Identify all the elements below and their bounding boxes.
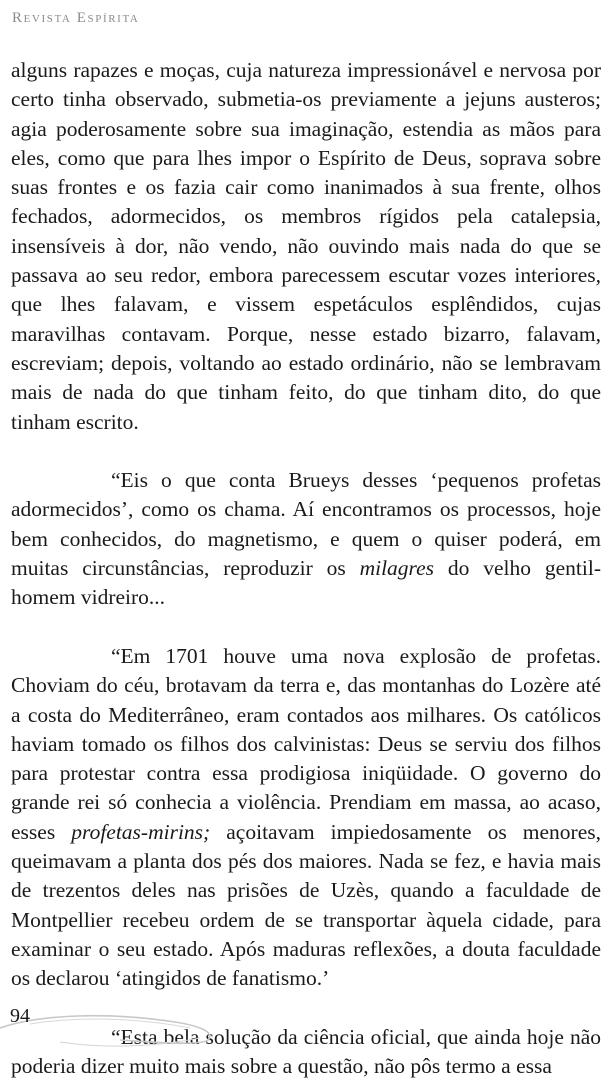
running-head: Revista Espírita xyxy=(12,10,140,26)
page-body xyxy=(11,56,601,1081)
footer-swoosh-ornament xyxy=(0,1002,230,1066)
paragraph-3-text-a: “Em 1701 houve uma nova explosão de profetas. Choviam do céu, brotavam da terra e, das montanhas do Lozère até a costa do Mediterrâneo, eram contados aos milhares. Os católicos haviam tomado os filhos dos calvinistas: Deus se serviu dos filhos para protestar contra essa prodigiosa iniqüidade. O governo do grande rei só conhecia a violência. Prendiam em massa, ao acaso, esses xyxy=(11,643,601,844)
paragraph-2-italic: milagres xyxy=(359,556,435,581)
page-number: 94 xyxy=(10,1005,30,1027)
paragraph-2-text-a: “Eis o que conta Brueys desses ‘pequenos profetas adormecidos’, como os chama. Aí encontramos os processos, hoje bem conhecidos, do magnetismo, e quem o quiser poderá, em muitas circunstâncias, reproduzir os xyxy=(11,468,601,581)
paragraph-1 xyxy=(11,56,601,437)
paragraph-3-italic: profetas-mirins; xyxy=(71,819,211,844)
paragraph-3 xyxy=(11,642,601,994)
paragraph-2-text-b: do velho gentil-homem vidreiro... xyxy=(11,556,601,610)
paragraph-2 xyxy=(11,466,601,612)
paragraph-4-text: “Esta bela solução da ciência oficial, que ainda hoje não poderia dizer muito mais sobre a questão, não pôs termo a essa xyxy=(11,1024,601,1079)
paragraph-3-text-b: açoitavam impiedosamente os menores, queimavam a planta dos pés dos maiores. Nada se fez, e havia mais de trezentos deles nas prisões de Uzès, quando a faculdade de Montpellier recebeu ordem de se transportar àquela cidade, para examinar o seu estado. Após maduras reflexões, a douta faculdade os declarou ‘atingidos de fanatismo.’ xyxy=(11,819,602,991)
paragraph-1-text: alguns rapazes e moças, cuja natureza impressionável e nervosa por certo tinha observado, submetia-os previamente a jejuns austeros; agia poderosamente sobre sua imaginação, estendia as mãos para eles, como que para lhes impor o Espírito de Deus, soprava sobre suas frontes e os fazia cair como inanimados à sua frente, olhos fechados, adormecidos, os membros rígidos pela catalepsia, insensíveis à dor, não vendo, não ouvindo mais nada do que se passava ao seu redor, embora parecessem escutar vozes interiores, que lhes falavam, e vissem espetáculos esplêndidos, cujas maravilhas contavam. Porque, nesse estado bizarro, falavam, escreviam; depois, voltando ao estado ordinário, não se lembravam mais de nada do que tinham feito, do que tinham dito, do que tinham escrito. xyxy=(11,58,601,434)
